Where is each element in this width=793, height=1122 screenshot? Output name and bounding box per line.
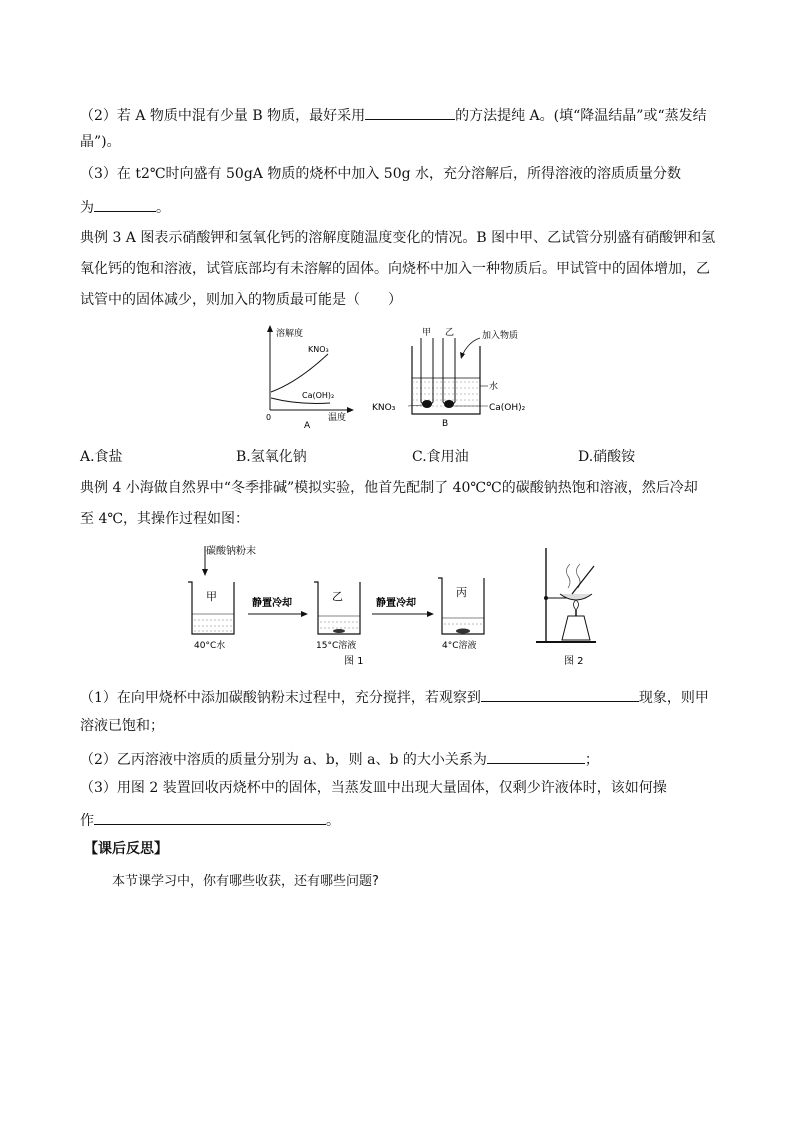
solubility-graph-a [258,322,358,430]
beaker-jia-label: 甲 [206,590,217,603]
figure-1-cooling-process [184,542,524,670]
ex4-q1-line-1: （1）在向甲烧杯中添加碳酸钠粉末过程中，充分搅拌，若观察到 现象，则甲 [80,686,709,708]
figure-2-caption: 图 2 [564,656,584,667]
arrow-1-label: 静置冷却 [252,598,292,609]
added-substance-label: 加入物质 [482,331,519,341]
ex4-q1-answer-blank[interactable] [481,686,639,702]
q2-line-2: 晶”)。 [80,134,121,150]
ex4-q2-line: （2）乙丙溶液中溶质的质量分别为 a、b，则 a、b 的大小关系为 ； [80,748,599,770]
ex3-line-3: 试管中的固体减少，则加入的物质最可能是（ ） [80,292,402,308]
ex3-line-1: 典例 3 A 图表示硝酸钾和氢氧化钙的溶解度随温度变化的情况。B 图中甲、乙试管分别盛有硝酸钾和氢 [80,230,716,246]
ex4-q3-answer-blank[interactable] [94,809,326,825]
q2-line-1: （2）若 A 物质中混有少量 B 物质，最好采用 的方法提纯 A。(填“降温结晶”或“蒸发结 [80,104,707,126]
graph-a-kno3-label: KNO₃ [308,345,329,354]
q3-answer-blank[interactable] [94,196,156,212]
graph-a-ylabel: 溶解度 [276,329,304,339]
beaker-yi-caption: 15°C溶液 [316,641,357,651]
reflection-heading: 【课后反思】 [84,841,168,857]
kno3-curve [271,354,328,392]
option-d[interactable]: D.硝酸铵 [578,449,636,465]
tube-jia-label: 甲 [422,328,432,338]
beaker-bing-caption: 4°C溶液 [442,641,477,651]
q3-line-2: 为 。 [80,196,170,218]
kno3-label: KNO₃ [372,403,396,413]
beaker-yi [314,582,360,634]
graph-a-caption: A [304,421,311,430]
alcohol-lamp [562,616,590,640]
ex4-q1-line-2: 溶液已饱和； [80,718,164,734]
graph-a-xlabel: 温度 [328,413,347,423]
q3-line-1: （3）在 t2℃时向盛有 50gA 物质的烧杯中加入 50g 水，充分溶解后，所得溶液的溶质质量分数 [80,166,682,182]
beaker-jia-caption: 40°C水 [194,641,226,651]
option-b[interactable]: B.氢氧化钠 [236,449,307,465]
beaker-bing-label: 丙 [456,586,467,599]
ex4-q2-answer-blank[interactable] [487,748,585,764]
evaporating-dish [560,594,592,600]
powder-label: 碳酸钠粉末 [206,546,256,557]
glass-rod [572,566,594,594]
graph-a-origin: 0 [266,413,272,422]
option-a[interactable]: A.食盐 [80,449,123,465]
reflection-prompt: 本节课学习中，你有哪些收获，还有哪些问题? [112,874,379,889]
ex4-line-2: 至 4℃，其操作过程如图： [80,511,250,527]
figure-1-caption: 图 1 [344,656,364,667]
beaker-yi-label: 乙 [332,590,343,603]
beaker-jia [188,582,234,634]
caoh2-label: Ca(OH)₂ [489,403,526,413]
option-c[interactable]: C.食用油 [412,449,469,465]
ex3-line-2: 氧化钙的饱和溶液，试管底部均有未溶解的固体。向烧杯中加入一种物质后。甲试管中的固体增加，乙 [80,261,710,277]
water-label: 水 [489,382,499,392]
beaker-diagram-b [368,326,548,430]
diagram-b-caption: B [442,419,449,429]
ex4-q3-line-2: 作 。 [80,809,340,831]
arrow-2-label: 静置冷却 [376,598,416,609]
ex4-line-1: 典例 4 小海做自然界中“冬季排碱”模拟实验，他首先配制了 40℃℃的碳酸钠热饱和溶液，然后冷却 [80,480,698,496]
ex4-q3-line-1: （3）用图 2 装置回收丙烧杯中的固体，当蒸发皿中出现大量固体，仅剩少许液体时，该如何操 [80,780,667,796]
figure-2-evaporation-apparatus [530,544,610,670]
graph-a-caoh2-label: Ca(OH)₂ [302,391,335,400]
tube-yi-label: 乙 [445,328,455,338]
beaker-bing [438,578,484,634]
q2-answer-blank[interactable] [365,104,455,120]
tube-jia [421,338,433,406]
tube-yi [443,338,455,406]
